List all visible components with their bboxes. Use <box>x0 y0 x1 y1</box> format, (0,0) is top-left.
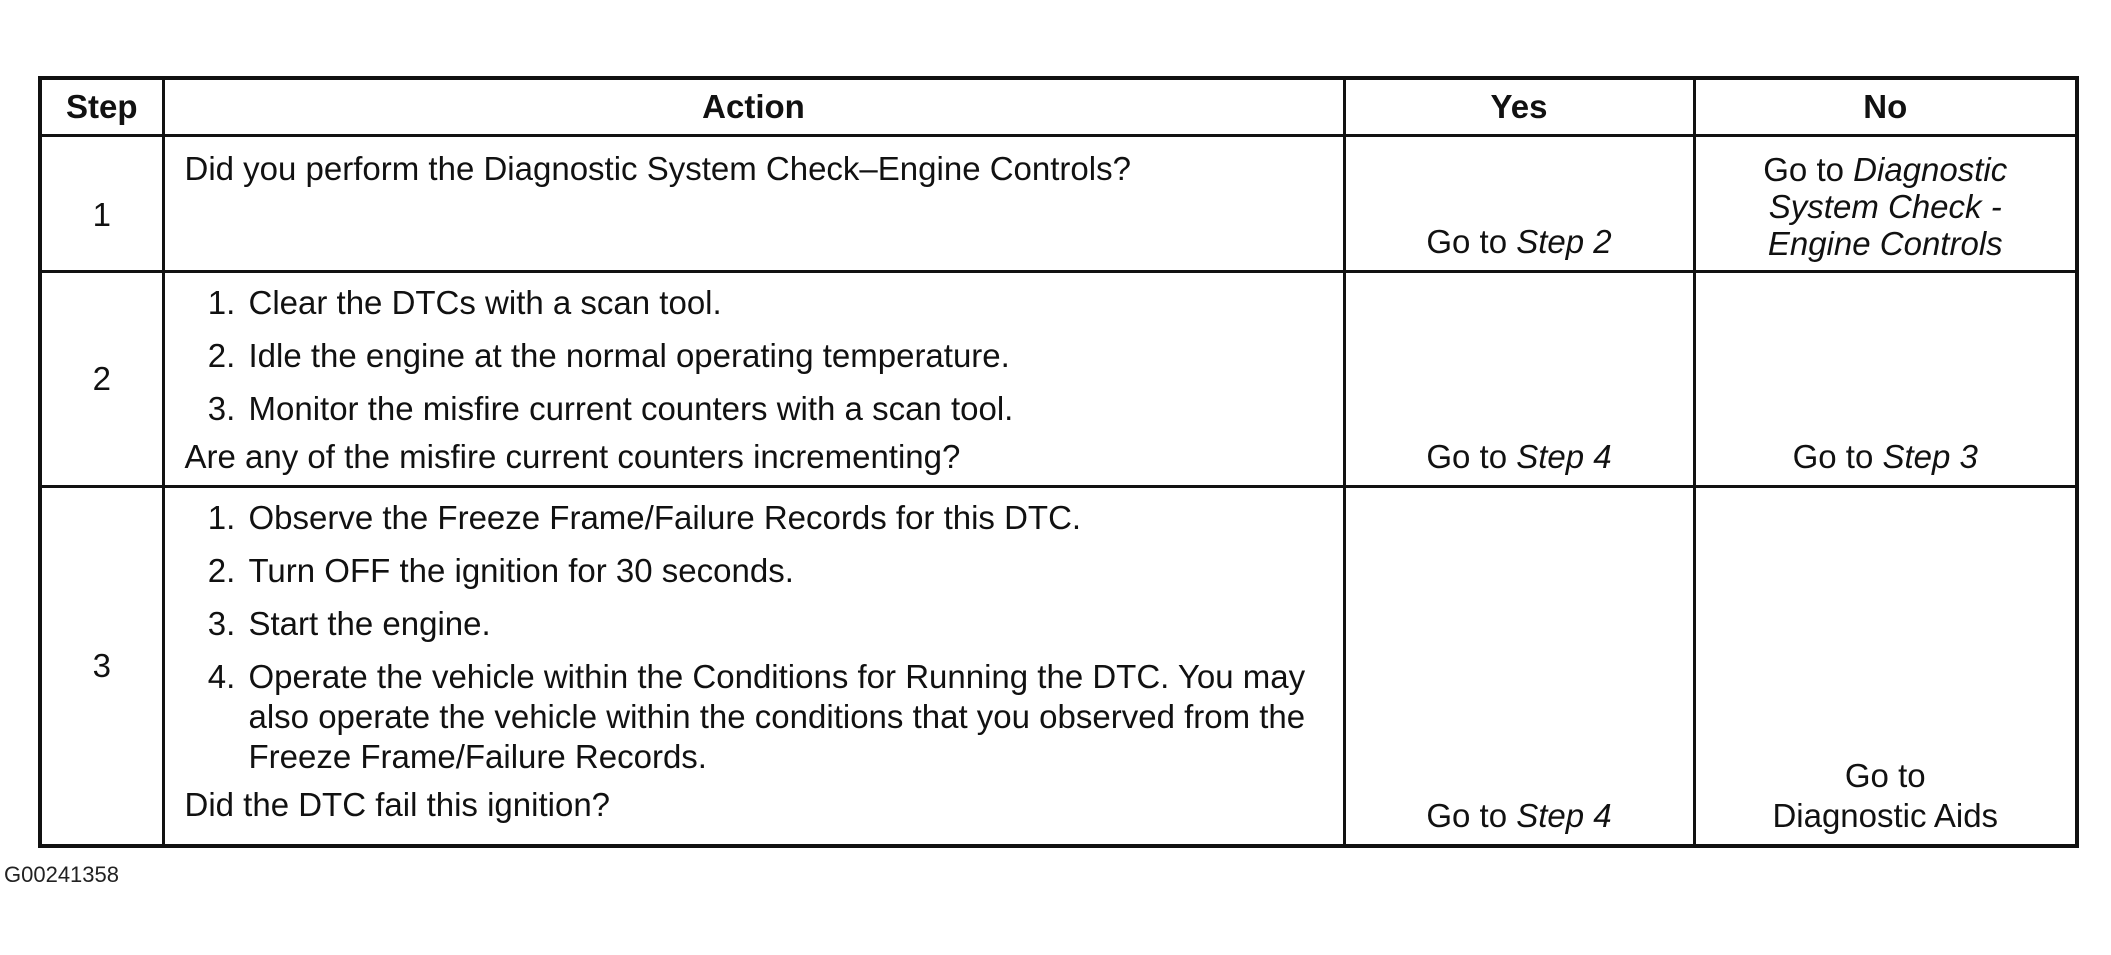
yes-target: Step 4 <box>1516 438 1612 475</box>
no-cell <box>1694 272 2077 487</box>
no-line-3-text: Engine Controls <box>1767 225 2003 262</box>
action-cell <box>163 136 1344 272</box>
table-row-step-1 <box>40 136 2077 272</box>
no-line-2: Diagnostic Aids <box>1772 797 1999 834</box>
instruction-item: 3. Start the engine. <box>245 604 1327 644</box>
yes-prefix: Go to <box>1426 223 1508 260</box>
instruction-item: 2. Idle the engine at the normal operating temperature. <box>245 336 1327 376</box>
instruction-item: 4. Operate the vehicle within the Conditions for Running the DTC. You may also operate the vehicle within the conditions that you observed from the Freeze Frame/Failure Records. <box>245 657 1327 777</box>
yes-target: Step 2 <box>1516 223 1612 260</box>
instruction-item: 1. Observe the Freeze Frame/Failure Records for this DTC. <box>245 498 1327 538</box>
no-line-1: Go to Diagnostic <box>1763 151 2008 188</box>
table-row-step-2 <box>40 272 2077 487</box>
yes-prefix: Go to <box>1426 797 1508 834</box>
action-cell <box>163 487 1344 847</box>
instruction-item: 1. Clear the DTCs with a scan tool. <box>245 283 1327 323</box>
header-action: Action <box>163 78 1344 136</box>
no-cell <box>1694 136 2077 272</box>
yes-target: Step 4 <box>1516 797 1612 834</box>
no-line-1: Go to <box>1844 757 1926 794</box>
action-cell <box>163 272 1344 487</box>
header-yes: Yes <box>1344 78 1694 136</box>
no-prefix: Go to <box>1792 438 1874 475</box>
diagnostic-table <box>38 76 2079 848</box>
action-question: Are any of the misfire current counters incrementing? <box>184 438 961 475</box>
no-target: Step 3 <box>1882 438 1978 475</box>
step-number: 2 <box>40 272 163 487</box>
header-no: No <box>1694 78 2077 136</box>
instruction-list <box>185 283 1327 429</box>
no-line-3 <box>1696 225 2076 262</box>
step-number: 3 <box>40 487 163 847</box>
figure-id: G00241358 <box>4 862 119 887</box>
step-number: 1 <box>40 136 163 272</box>
table-row-step-3 <box>40 487 2077 847</box>
instruction-item: 3. Monitor the misfire current counters with a scan tool. <box>245 389 1327 429</box>
yes-cell <box>1344 136 1694 272</box>
header-step: Step <box>40 78 163 136</box>
header-row <box>40 78 2077 136</box>
instruction-list <box>185 498 1327 777</box>
no-line-1-target: Diagnostic <box>1853 151 2008 188</box>
action-question: Did the DTC fail this ignition? <box>184 786 611 823</box>
no-line-2-text: System Check - <box>1768 188 2002 225</box>
action-question: Did you perform the Diagnostic System Check–Engine Controls? <box>184 150 1131 187</box>
no-line-2 <box>1696 188 2076 225</box>
instruction-item: 2. Turn OFF the ignition for 30 seconds. <box>245 551 1327 591</box>
yes-cell <box>1344 487 1694 847</box>
no-cell <box>1694 487 2077 847</box>
yes-prefix: Go to <box>1426 438 1508 475</box>
yes-cell <box>1344 272 1694 487</box>
